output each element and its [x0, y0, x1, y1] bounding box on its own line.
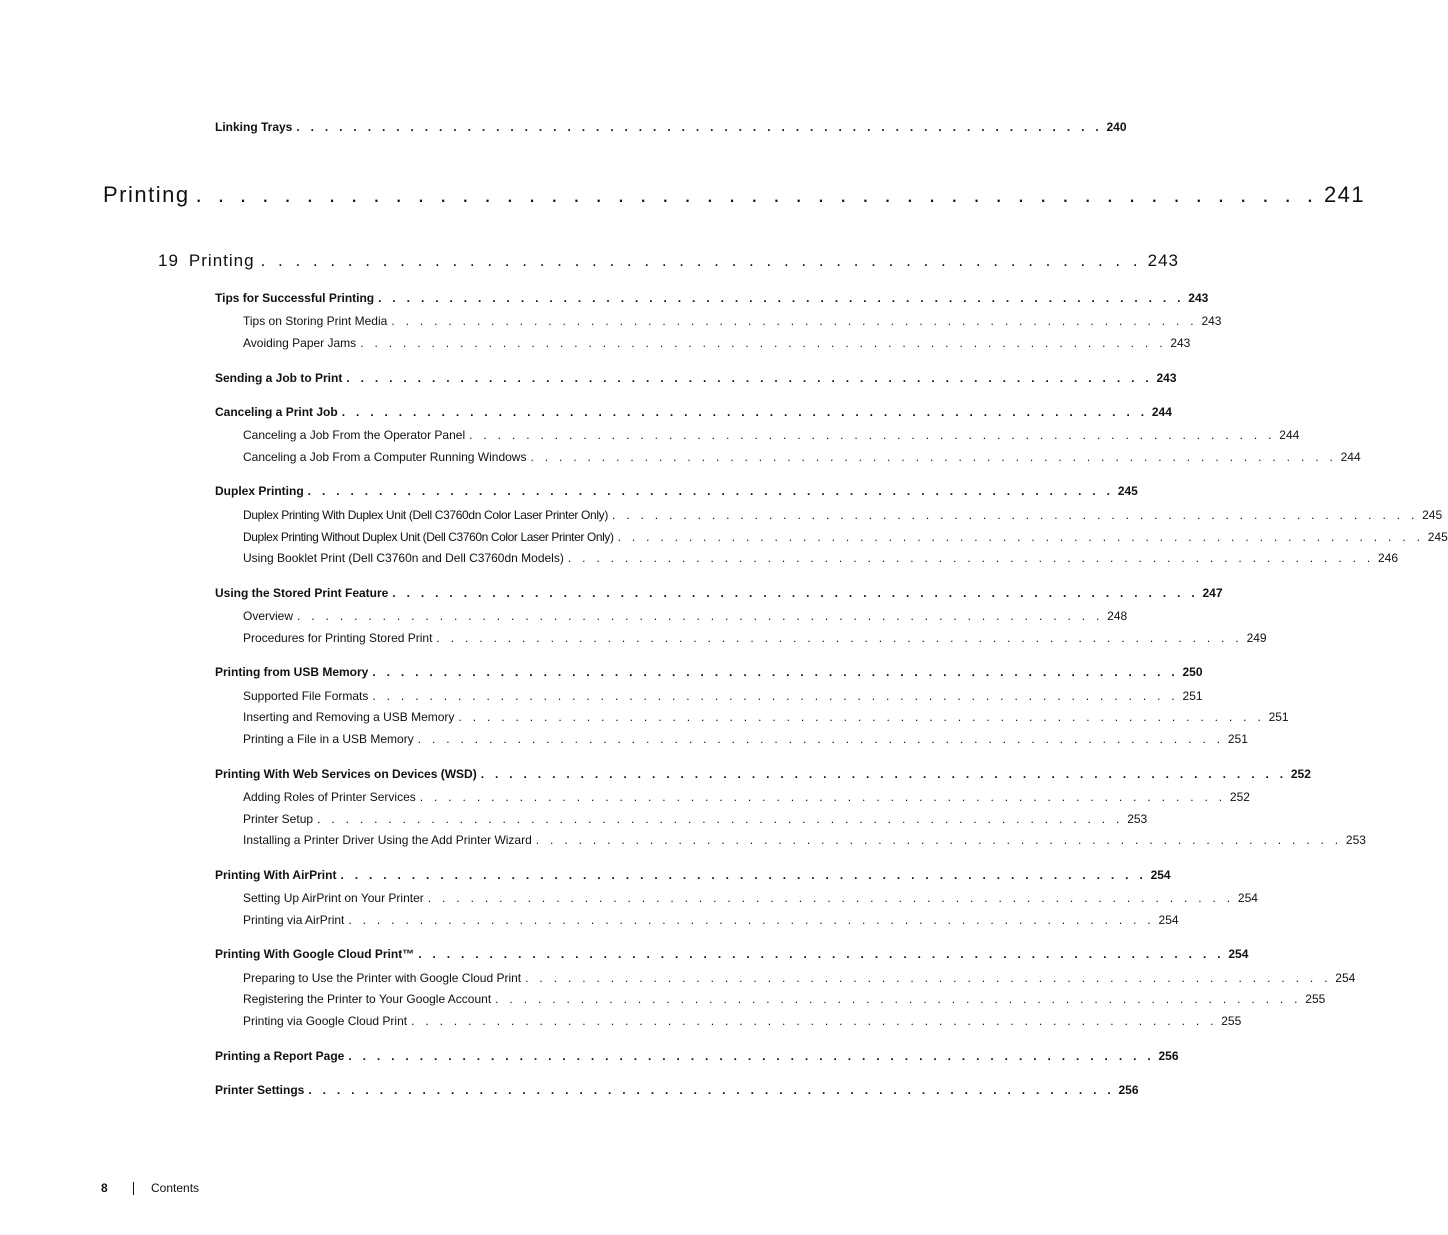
toc-label: Printing With Google Cloud Print™ [215, 947, 415, 961]
toc-label: Printer Settings [215, 1083, 305, 1097]
toc-entry-file-formats[interactable] [243, 689, 1203, 703]
toc-label: Using Booklet Print (Dell C3760n and Dell C3760dn Models) [243, 551, 564, 565]
toc-entry-cloudprint[interactable] [215, 947, 1249, 961]
toc-label: Linking Trays [215, 120, 293, 134]
dot-leader: . . . . . . . . . . . . . . . . . . . . . . . . . . . . . . . . . . . . . . . . . . . . . . . . . . . [260, 251, 1142, 270]
toc-entry-canceling-panel[interactable] [243, 428, 1300, 442]
toc-entry-adding-roles[interactable] [243, 790, 1250, 804]
chapter-number: 19 [158, 251, 179, 270]
dot-leader: . . . . . . . . . . . . . . . . . . . . . . . . . . . . . . . . . . . . . . . . . . . . . . . . . . . . . . . . . [346, 371, 1153, 385]
toc-label: Canceling a Print Job [215, 405, 338, 419]
toc-page: 254 [1150, 868, 1171, 882]
toc-label: Duplex Printing [215, 484, 304, 498]
toc-entry-wsd[interactable] [215, 767, 1311, 781]
toc-entry-usb[interactable] [215, 665, 1203, 679]
toc-label: Printer Setup [243, 812, 314, 826]
toc-page: 252 [1229, 790, 1250, 804]
dot-leader: . . . . . . . . . . . . . . . . . . . . . . . . . . . . . . . . . . . . . . . . . . . . . . . . . . . . . . . . . [495, 992, 1302, 1006]
toc-page: 253 [1127, 812, 1148, 826]
toc-label: Printing With Web Services on Devices (WSD) [215, 767, 477, 781]
toc-page: 245 [1117, 484, 1138, 498]
toc-label: Printing With AirPrint [215, 868, 337, 882]
toc-entry-via-cloud[interactable] [243, 1014, 1242, 1028]
toc-label: Registering the Printer to Your Google Account [243, 992, 492, 1006]
toc-label: Printing a Report Page [215, 1049, 345, 1063]
toc-page: 254 [1158, 913, 1179, 927]
part-page: 241 [1323, 182, 1366, 207]
dot-leader: . . . . . . . . . . . . . . . . . . . . . . . . . . . . . . . . . . . . . . . . . . . . . . . . . . . . . . . . . [360, 336, 1167, 350]
toc-entry-preparing-cloud[interactable] [243, 971, 1356, 985]
toc-entry-inserting-usb[interactable] [243, 710, 1289, 724]
toc-page: 247 [1202, 586, 1223, 600]
dot-leader: . . . . . . . . . . . . . . . . . . . . . . . . . . . . . . . . . . . . . . . . . . . . . . . . . . . . . . . . . [378, 291, 1185, 305]
toc-entry-linking-trays[interactable] [215, 120, 1127, 134]
dot-leader: . . . . . . . . . . . . . . . . . . . . . . . . . . . . . . . . . . . . . . . . . . . . . . . . . . . . . . . . . [530, 450, 1337, 464]
dot-leader: . . . . . . . . . . . . . . . . . . . . . . . . . . . . . . . . . . . . . . . . . . . . . . . . . . . . . . . . . [348, 913, 1155, 927]
toc-label: Setting Up AirPrint on Your Printer [243, 891, 424, 905]
toc-page: 254 [1228, 947, 1249, 961]
toc-label: Avoiding Paper Jams [243, 336, 357, 350]
dot-leader: . . . . . . . . . . . . . . . . . . . . . . . . . . . . . . . . . . . . . . . . . . . . . . . . . . . . . . . . . [296, 120, 1103, 134]
toc-page: 254 [1335, 971, 1356, 985]
toc-page: 251 [1268, 710, 1289, 724]
toc-page: 255 [1221, 1014, 1242, 1028]
toc-entry-installing-driver[interactable] [243, 833, 1366, 847]
toc-page: 246 [1377, 551, 1399, 565]
dot-leader: . . . . . . . . . . . . . . . . . . . . . . . . . . . . . . . . . . . . . . . . . . . . . . . . . . . . . . . . . [340, 868, 1147, 882]
toc-page: 250 [1182, 665, 1203, 679]
toc-page: 256 [1118, 1083, 1139, 1097]
dot-leader: . . . . . . . . . . . . . . . . . . . . . . . . . . . . . . . . . . . . . . . . . . . . . . . . . . . . . . . . . [427, 891, 1234, 905]
toc-label: Printing via AirPrint [243, 913, 345, 927]
toc-label: Adding Roles of Printer Services [243, 790, 416, 804]
footer-section-label: Contents [151, 1181, 200, 1195]
toc-label: Supported File Formats [243, 689, 369, 703]
toc-label: Printing a File in a USB Memory [243, 732, 414, 746]
toc-entry-procedures-stored[interactable] [243, 631, 1267, 645]
toc-label: Overview [243, 609, 294, 623]
dot-leader: . . . . . . . . . . . . . . . . . . . . . . . . . . . . . . . . . . . . . . . . . . . . . . . . . . . . . . . . . [419, 790, 1226, 804]
dot-leader: . . . . . . . . . . . . . . . . . . . . . . . . . . . . . . . . . . . . . . . . . . . . . . . . . . . . . . . . . [611, 508, 1419, 522]
toc-entry-booklet[interactable] [243, 551, 1399, 565]
toc-page: 254 [1237, 891, 1258, 905]
dot-leader: . . . . . . . . . . . . . . . . . . . . . . . . . . . . . . . . . . . . . . . . . . . . . . . . . . . [195, 182, 1318, 207]
dot-leader: . . . . . . . . . . . . . . . . . . . . . . . . . . . . . . . . . . . . . . . . . . . . . . . . . . . . . . . . . [297, 609, 1104, 623]
toc-label: Canceling a Job From a Computer Running Windows [243, 450, 527, 464]
toc-entry-canceling[interactable] [215, 405, 1172, 419]
toc-page: 251 [1182, 689, 1203, 703]
toc-entry-sending-job[interactable] [215, 371, 1177, 385]
toc-label: Using the Stored Print Feature [215, 586, 389, 600]
toc-label: Printing via Google Cloud Print [243, 1014, 408, 1028]
dot-leader: . . . . . . . . . . . . . . . . . . . . . . . . . . . . . . . . . . . . . . . . . . . . . . . . . . . . . . . . . [480, 767, 1287, 781]
dot-leader: . . . . . . . . . . . . . . . . . . . . . . . . . . . . . . . . . . . . . . . . . . . . . . . . . . . . . . . . . [535, 833, 1342, 847]
toc-entry-canceling-windows[interactable] [243, 450, 1361, 464]
dot-leader: . . . . . . . . . . . . . . . . . . . . . . . . . . . . . . . . . . . . . . . . . . . . . . . . . . . . . . . . . [372, 689, 1179, 703]
toc-entry-overview[interactable] [243, 609, 1128, 623]
toc-entry-duplex-without[interactable] [243, 530, 1448, 544]
toc-entry-printing-file-usb[interactable] [243, 732, 1248, 746]
dot-leader: . . . . . . . . . . . . . . . . . . . . . . . . . . . . . . . . . . . . . . . . . . . . . . . . . . . . . . . . . [567, 551, 1374, 565]
toc-entry-stored[interactable] [215, 586, 1223, 600]
dot-leader: . . . . . . . . . . . . . . . . . . . . . . . . . . . . . . . . . . . . . . . . . . . . . . . . . . . . . . . . . [341, 405, 1148, 419]
toc-page: 240 [1106, 120, 1127, 134]
toc-page: 245 [1427, 530, 1448, 544]
toc-page: 243 [1156, 371, 1177, 385]
footer-page-number: 8 [101, 1181, 108, 1195]
dot-leader: . . . . . . . . . . . . . . . . . . . . . . . . . . . . . . . . . . . . . . . . . . . . . . . . . . . . . . . . . [418, 947, 1225, 961]
toc-page: 252 [1290, 767, 1311, 781]
toc-page: 248 [1107, 609, 1128, 623]
toc-page: 255 [1305, 992, 1326, 1006]
toc-label: Sending a Job to Print [215, 371, 343, 385]
toc-part-printing[interactable] [103, 182, 1366, 208]
footer-divider [133, 1182, 134, 1195]
toc-entry-avoiding-jams[interactable] [243, 336, 1191, 350]
toc-label: Preparing to Use the Printer with Google Cloud Print [243, 971, 522, 985]
toc-label: Tips for Successful Printing [215, 291, 375, 305]
toc-entry-via-airprint[interactable] [243, 913, 1179, 927]
toc-entry-printer-setup[interactable] [243, 812, 1148, 826]
dot-leader: . . . . . . . . . . . . . . . . . . . . . . . . . . . . . . . . . . . . . . . . . . . . . . . . . . . . . . . . . [469, 428, 1276, 442]
dot-leader: . . . . . . . . . . . . . . . . . . . . . . . . . . . . . . . . . . . . . . . . . . . . . . . . . . . . . . . . . [617, 530, 1424, 544]
toc-label: Inserting and Removing a USB Memory [243, 710, 455, 724]
dot-leader: . . . . . . . . . . . . . . . . . . . . . . . . . . . . . . . . . . . . . . . . . . . . . . . . . . . . . . . . . [525, 971, 1332, 985]
part-title: Printing [103, 182, 190, 207]
toc-page: 249 [1246, 631, 1267, 645]
toc-chapter-19[interactable] [158, 251, 1179, 271]
toc-label: Canceling a Job From the Operator Panel [243, 428, 466, 442]
toc-label: Duplex Printing With Duplex Unit (Dell C3760dn Color Laser Printer Only) [243, 508, 608, 522]
toc-entry-printer-settings[interactable] [215, 1083, 1139, 1097]
toc-entry-registering-cloud[interactable] [243, 992, 1326, 1006]
toc-entry-tips-storing[interactable] [243, 314, 1222, 328]
toc-entry-setup-airprint[interactable] [243, 891, 1258, 905]
toc-page: 256 [1158, 1049, 1179, 1063]
toc-page: 244 [1279, 428, 1300, 442]
toc-page: 244 [1340, 450, 1361, 464]
dot-leader: . . . . . . . . . . . . . . . . . . . . . . . . . . . . . . . . . . . . . . . . . . . . . . . . . . . . . . . . . [411, 1014, 1218, 1028]
toc-label: Tips on Storing Print Media [243, 314, 388, 328]
dot-leader: . . . . . . . . . . . . . . . . . . . . . . . . . . . . . . . . . . . . . . . . . . . . . . . . . . . . . . . . . [372, 665, 1179, 679]
dot-leader: . . . . . . . . . . . . . . . . . . . . . . . . . . . . . . . . . . . . . . . . . . . . . . . . . . . . . . . . . [436, 631, 1243, 645]
toc-entry-duplex-with[interactable] [243, 508, 1443, 522]
toc-entry-report-page[interactable] [215, 1049, 1179, 1063]
toc-page: 243 [1201, 314, 1222, 328]
dot-leader: . . . . . . . . . . . . . . . . . . . . . . . . . . . . . . . . . . . . . . . . . . . . . . . . . . . . . . . . . [317, 812, 1124, 826]
toc-page: 243 [1188, 291, 1209, 305]
dot-leader: . . . . . . . . . . . . . . . . . . . . . . . . . . . . . . . . . . . . . . . . . . . . . . . . . . . . . . . . . [308, 1083, 1115, 1097]
dot-leader: . . . . . . . . . . . . . . . . . . . . . . . . . . . . . . . . . . . . . . . . . . . . . . . . . . . . . . . . . [391, 314, 1198, 328]
toc-page: 243 [1170, 336, 1191, 350]
toc-page: 245 [1422, 508, 1443, 522]
toc-entry-airprint[interactable] [215, 868, 1171, 882]
toc-page: 253 [1345, 833, 1366, 847]
toc-label: Duplex Printing Without Duplex Unit (Dell C3760n Color Laser Printer Only) [243, 530, 614, 544]
toc-label: Procedures for Printing Stored Print [243, 631, 433, 645]
toc-entry-tips[interactable] [215, 291, 1209, 305]
chapter-page: 243 [1147, 251, 1179, 270]
toc-label: Installing a Printer Driver Using the Add Printer Wizard [243, 833, 532, 847]
chapter-title: Printing [188, 251, 255, 270]
toc-label: Printing from USB Memory [215, 665, 369, 679]
dot-leader: . . . . . . . . . . . . . . . . . . . . . . . . . . . . . . . . . . . . . . . . . . . . . . . . . . . . . . . . . [458, 710, 1265, 724]
dot-leader: . . . . . . . . . . . . . . . . . . . . . . . . . . . . . . . . . . . . . . . . . . . . . . . . . . . . . . . . . [307, 484, 1114, 498]
toc-entry-duplex[interactable] [215, 484, 1138, 498]
dot-leader: . . . . . . . . . . . . . . . . . . . . . . . . . . . . . . . . . . . . . . . . . . . . . . . . . . . . . . . . . [417, 732, 1224, 746]
dot-leader: . . . . . . . . . . . . . . . . . . . . . . . . . . . . . . . . . . . . . . . . . . . . . . . . . . . . . . . . . [348, 1049, 1155, 1063]
toc-page: 251 [1227, 732, 1248, 746]
dot-leader: . . . . . . . . . . . . . . . . . . . . . . . . . . . . . . . . . . . . . . . . . . . . . . . . . . . . . . . . . [392, 586, 1199, 600]
toc-page: 244 [1151, 405, 1172, 419]
